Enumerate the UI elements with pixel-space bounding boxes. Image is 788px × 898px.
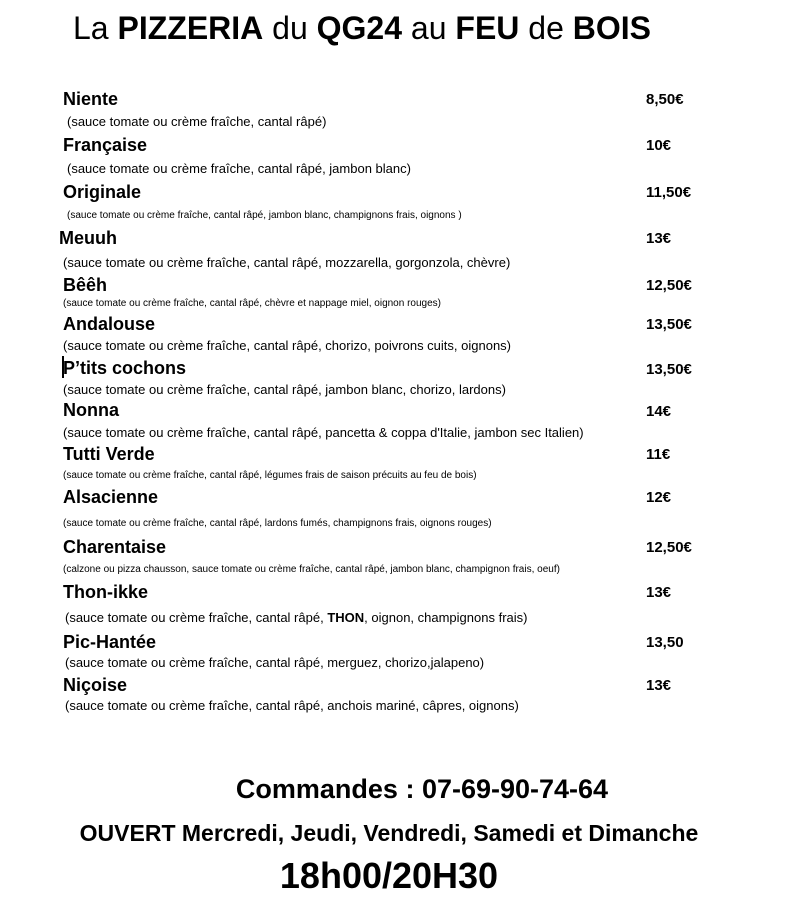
pizza-description (65, 610, 527, 626)
pizza-description: (sauce tomate ou crème fraîche, cantal râpé) (67, 114, 327, 129)
pizza-name: Pic-Hantée (63, 632, 157, 652)
pizza-name: Andalouse (63, 314, 156, 334)
pizza-description: (sauce tomate ou crème fraîche, cantal râpé, merguez, chorizo,jalapeno) (65, 655, 485, 670)
pizza-description: (sauce tomate ou crème fraîche, cantal râpé, mozzarella, gorgonzola, chèvre) (63, 255, 511, 270)
pizza-price: 14€ (646, 403, 672, 420)
pizza-name: Nonna (63, 400, 119, 420)
pizza-description: (sauce tomate ou crème fraîche, cantal râpé, anchois mariné, câpres, oignons) (65, 698, 519, 713)
pizza-price: 12,50€ (646, 277, 692, 294)
pizza-name: Charentaise (63, 537, 167, 557)
pizza-price: 13€ (646, 584, 672, 601)
description-text: (sauce tomate ou crème fraîche, cantal râpé, (65, 610, 328, 625)
pizza-description: (sauce tomate ou crème fraîche, cantal râpé, jambon blanc) (67, 161, 411, 176)
pizza-price: 13,50€ (646, 361, 692, 378)
title-part-5: au (402, 10, 456, 46)
pizza-price: 8,50€ (646, 91, 684, 108)
pizza-name: Alsacienne (63, 487, 159, 507)
pizza-price: 10€ (646, 137, 672, 154)
title-part-8: BOIS (572, 10, 651, 46)
order-phone: Commandes : 07-69-90-74-64 (235, 774, 609, 804)
pizza-price: 13€ (646, 677, 672, 694)
pizza-description: (calzone ou pizza chausson, sauce tomate ou crème fraîche, cantal râpé, jambon blanc, champignon frais, oeuf) (63, 564, 560, 575)
title-part-2: PIZZERIA (117, 10, 264, 46)
title-part-3: du (263, 10, 317, 46)
pizza-price: 13,50€ (646, 316, 692, 333)
pizza-description: (sauce tomate ou crème fraîche, cantal râpé, jambon blanc, chorizo, lardons) (63, 382, 506, 397)
description-highlight: THON (327, 610, 365, 625)
title-part-7: de (519, 10, 573, 46)
pizza-description: (sauce tomate ou crème fraîche, cantal râpé, chèvre et nappage miel, oignon rouges) (63, 298, 441, 309)
pizza-description: (sauce tomate ou crème fraîche, cantal râpé, jambon blanc, champignons frais, oignons ) (67, 210, 462, 221)
pizza-name: Originale (63, 182, 142, 202)
title-part-6: FEU (455, 10, 520, 46)
opening-hours: 18h00/20H30 (279, 855, 499, 896)
pizza-name: P’tits cochons (63, 358, 187, 378)
pizza-description: (sauce tomate ou crème fraîche, cantal râpé, pancetta & coppa d'Italie, jambon sec Italien) (63, 425, 584, 440)
pizza-price: 12€ (646, 489, 672, 506)
pizza-price: 13€ (646, 230, 672, 247)
pizza-name: Française (63, 135, 148, 155)
pizza-description: (sauce tomate ou crème fraîche, cantal râpé, lardons fumés, champignons frais, oignons rouges) (63, 518, 492, 529)
pizza-description: (sauce tomate ou crème fraîche, cantal râpé, chorizo, poivrons cuits, oignons) (63, 338, 511, 353)
opening-days: OUVERT Mercredi, Jeudi, Vendredi, Samedi et Dimanche (79, 820, 699, 846)
pizza-name: Thon-ikke (63, 582, 149, 602)
pizza-description: (sauce tomate ou crème fraîche, cantal râpé, légumes frais de saison précuits au feu de bois) (63, 470, 477, 481)
pizza-name: Tutti Verde (63, 444, 155, 464)
pizza-price: 13,50 (646, 634, 684, 651)
pizza-price: 11€ (646, 446, 671, 463)
pizza-name: Bêêh (63, 275, 108, 295)
pizza-price: 12,50€ (646, 539, 692, 556)
pizza-name: Meuuh (59, 228, 117, 248)
pizza-name: Niente (63, 89, 119, 109)
description-text: , oignon, champignons frais) (364, 610, 528, 625)
pizza-name: Niçoise (63, 675, 128, 695)
title-part-4: QG24 (316, 10, 403, 46)
title-part-1: La (73, 10, 118, 46)
pizza-price: 11,50€ (646, 184, 692, 201)
